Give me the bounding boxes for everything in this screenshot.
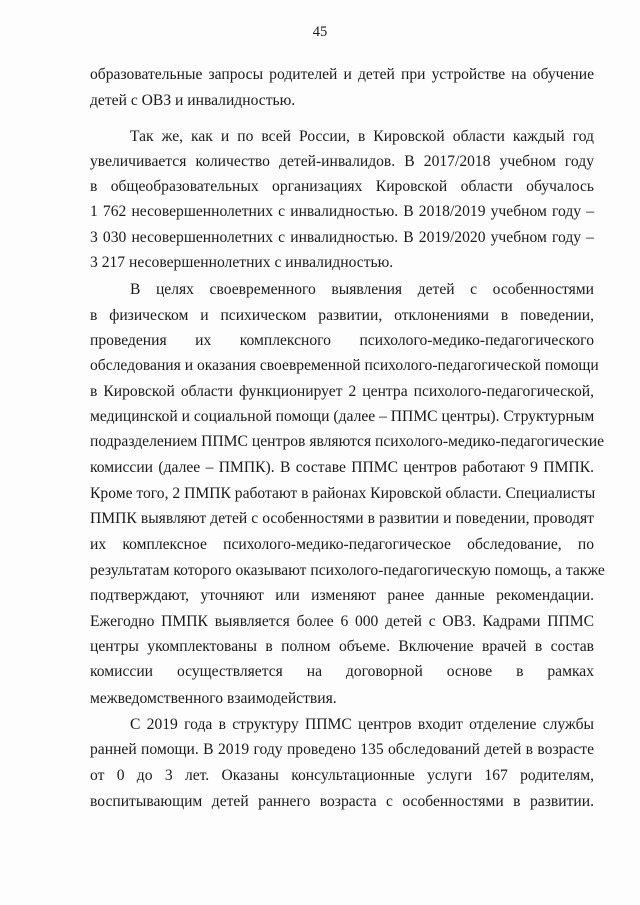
text-line: проведения их комплексного психолого-медико-педагогического xyxy=(90,332,594,349)
text-line: ПМПК выявляют детей с особенностями в развитии и поведении, проводят xyxy=(90,510,594,527)
text-line: центры укомплектованы в полном объеме. Включение врачей в состав xyxy=(90,638,594,655)
text-line: медицинской и социальной помощи (далее – ППМС центры). Структурным xyxy=(90,408,595,425)
text-line: их комплексное психолого-медико-педагогическое обследование, по xyxy=(90,536,594,553)
text-line: Кроме того, 2 ПМПК работают в районах Кировской области. Специалисты xyxy=(90,485,596,502)
text-line: результатам которого оказывают психолого-педагогическую помощь, а также xyxy=(90,562,605,579)
text-line: 1 762 несовершеннолетних с инвалидностью. В 2018/2019 учебном году – xyxy=(90,203,594,220)
text-line: в физическом и психическом развитии, отклонениями в поведении, xyxy=(90,307,594,324)
text-line: в общеобразовательных организациях Кировской области обучалось xyxy=(90,178,594,195)
text-line: комиссии осуществляется на договорной основе в рамках xyxy=(90,663,594,680)
text-line: обследования и оказания своевременной психолого-педагогической помощи xyxy=(90,357,599,374)
text-line: Так же, как и по всей России, в Кировской области каждый год xyxy=(130,128,594,145)
page-number: 45 xyxy=(312,24,328,40)
text-line: ранней помощи. В 2019 году проведено 135 обследований детей в возрасте xyxy=(90,741,594,758)
text-line: комиссии (далее – ПМПК). В составе ППМС центров работают 9 ПМПК. xyxy=(90,459,594,476)
text-line: в Кировской области функционирует 2 центра психолого-педагогической, xyxy=(90,383,594,400)
text-line: 3 030 несовершеннолетних с инвалидностью. В 2019/2020 учебном году – xyxy=(90,229,594,246)
text-line: воспитывающим детей раннего возраста с особенностями в развитии. xyxy=(90,793,594,810)
text-line: В целях своевременного выявления детей с особенностями xyxy=(130,281,594,298)
text-line: от 0 до 3 лет. Оказаны консультационные услуги 167 родителям, xyxy=(90,767,594,784)
text-line: 3 217 несовершеннолетних с инвалидностью. xyxy=(90,254,394,271)
text-line: подтверждают, уточняют или изменяют ранее данные рекомендации. xyxy=(90,587,594,604)
text-line: увеличивается количество детей-инвалидов. В 2017/2018 учебном году xyxy=(90,153,594,170)
text-line: детей с ОВЗ и инвалидностью. xyxy=(90,92,296,109)
text-line: С 2019 года в структуру ППМС центров входит отделение службы xyxy=(130,716,594,733)
text-line: Ежегодно ПМПК выявляется более 6 000 детей с ОВЗ. Кадрами ППМС xyxy=(90,613,594,630)
text-line: образовательные запросы родителей и детей при устройстве на обучение xyxy=(90,66,594,83)
text-line: межведомственного взаимодействия. xyxy=(90,690,337,707)
text-line: подразделением ППМС центров являются психолого-медико-педагогические xyxy=(90,433,605,450)
